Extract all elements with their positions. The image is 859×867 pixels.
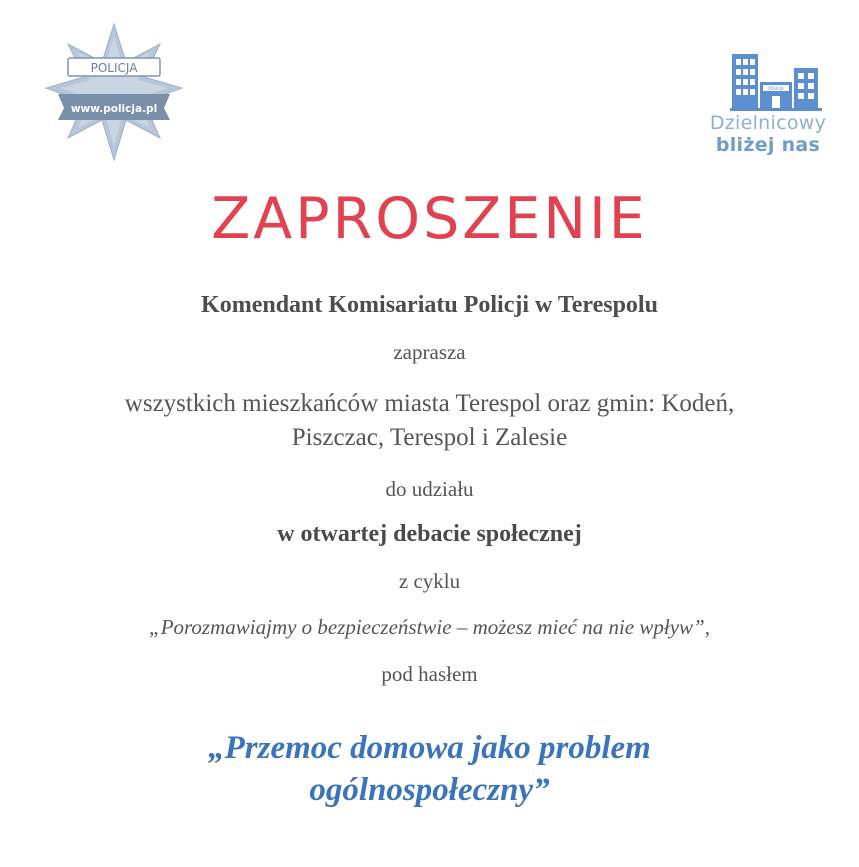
badge-top-text: POLICJA <box>90 61 138 75</box>
city-buildings-icon <box>730 50 822 112</box>
slogan-line-2: ogólnospołeczny” <box>309 772 550 808</box>
logo-line-1: Dzielnicowy <box>709 112 827 134</box>
residents-text <box>0 387 859 455</box>
police-badge-logo <box>44 22 184 162</box>
dzielnicowy-logo <box>700 50 830 160</box>
residents-line-1: wszystkich mieszkańców miasta Terespol oraz gmin: Kodeń, <box>124 390 735 417</box>
participate-text: do udziału <box>385 477 474 501</box>
cycle-intro-text: z cyklu <box>398 569 461 593</box>
slogan-line-1: „Przemoc domowa jako problem <box>208 730 651 766</box>
issuer-text: Komendant Komisariatu Policji w Terespolu <box>201 292 658 318</box>
police-station-sign: POLICJA <box>768 86 784 91</box>
residents-line-2: Piszczac, Terespol i Zalesie <box>291 424 568 451</box>
cycle-name-text: „Porozmawiajmy o bezpieczeństwie – możesz mieć na nie wpływ”, <box>149 615 710 639</box>
logo-line-2: bliżej nas <box>715 134 821 156</box>
badge-url-text: www.policja.pl <box>70 103 158 115</box>
police-star-icon <box>44 22 184 162</box>
slogan-intro-text: pod hasłem <box>381 662 478 686</box>
slogan-text <box>0 727 859 811</box>
invites-text: zaprasza <box>393 340 466 364</box>
debate-text: w otwartej debacie społecznej <box>277 521 582 547</box>
invitation-title: ZAPROSZENIE <box>211 186 648 252</box>
